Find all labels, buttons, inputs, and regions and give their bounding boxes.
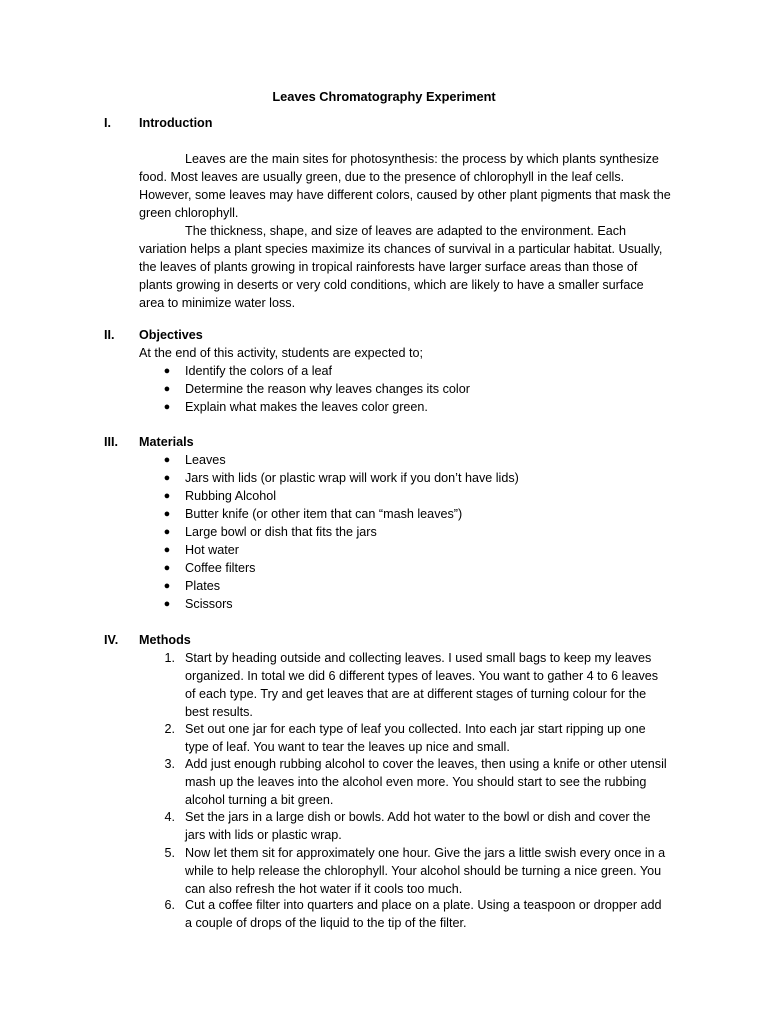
introduction-paragraph-1: Leaves are the main sites for photosynthesis: the process by which plants synthesize food. Most leaves are usually green, due to the presence of chlorophyll in the leaf cells. However, some leaves may have different colors, caused by other plant pigments that mask the green chlorophyll. (139, 152, 671, 220)
bullet-icon: ● (163, 580, 171, 592)
section-heading-materials: Materials (139, 435, 194, 449)
list-item (139, 487, 679, 505)
bullet-icon: ● (163, 526, 171, 538)
list-item-text: Plates (185, 579, 221, 593)
section-heading-introduction: Introduction (139, 116, 213, 130)
document-title: Leaves Chromatography Experiment (272, 89, 496, 104)
list-item (139, 595, 679, 613)
list-item-text: Leaves (185, 453, 226, 467)
step-text: Set out one jar for each type of leaf you collected. Into each jar start ripping up one type of leaf. You want to tear the leaves up nice and small. (185, 722, 646, 754)
bullet-icon: ● (163, 544, 171, 556)
step-text: Start by heading outside and collecting leaves. I used small bags to keep my leaves organized. In total we did 6 different types of leaves. You want to gather 4 to 6 leaves of each type. Try and get leaves that are at different stages of turning colour for the best results. (185, 651, 659, 719)
step-number: 2. (164, 722, 175, 736)
section-heading-methods: Methods (139, 633, 191, 647)
bullet-icon: ● (163, 562, 171, 574)
introduction-paragraph-2: The thickness, shape, and size of leaves are adapted to the environment. Each variation helps a plant species maximize its chances of survival in a particular habitat. Usually, the leaves of plants growing in tropical rainforests have larger surface areas than those of plants growing in deserts or very cold conditions, which are likely to have a smaller surface area to minimize water loss. (139, 224, 663, 310)
section-numeral-methods: IV. (104, 633, 119, 647)
bullet-icon: ● (163, 508, 171, 520)
section-heading-objectives: Objectives (139, 328, 203, 342)
bullet-icon: ● (163, 365, 171, 377)
list-item-text: Identify the colors of a leaf (185, 364, 333, 378)
section-numeral-introduction: I. (104, 116, 111, 130)
step-text: Now let them sit for approximately one hour. Give the jars a little swish every once in a while to help release the chlorophyll. Your alcohol should be turning a nice green. You can also refresh the hot water if it cools too much. (185, 846, 666, 896)
bullet-icon: ● (163, 490, 171, 502)
list-item (139, 559, 679, 577)
bullet-icon: ● (163, 401, 171, 413)
list-item-text: Coffee filters (185, 561, 256, 575)
section-numeral-materials: III. (104, 435, 118, 449)
list-item (139, 451, 679, 469)
bullet-icon: ● (163, 383, 171, 395)
list-item (139, 362, 679, 380)
step-number: 4. (164, 810, 175, 824)
step-number: 6. (164, 898, 175, 912)
step-number: 3. (164, 757, 175, 771)
list-item (139, 505, 679, 523)
list-item-text: Determine the reason why leaves changes its color (185, 382, 470, 396)
list-item-text: Explain what makes the leaves color green. (185, 400, 428, 414)
list-item-text: Hot water (185, 543, 239, 557)
list-item-text: Scissors (185, 597, 233, 611)
list-item-text: Butter knife (or other item that can “mash leaves”) (185, 507, 463, 521)
bullet-icon: ● (163, 472, 171, 484)
step-number: 1. (164, 651, 175, 665)
list-item-text: Jars with lids (or plastic wrap will work if you don’t have lids) (185, 471, 519, 485)
list-item-text: Large bowl or dish that fits the jars (185, 525, 377, 539)
section-numeral-objectives: II. (104, 328, 115, 342)
bullet-icon: ● (163, 598, 171, 610)
step-text: Cut a coffee filter into quarters and place on a plate. Using a teaspoon or dropper add a couple of drops of the liquid to the tip of the filter. (185, 898, 662, 930)
step-text: Set the jars in a large dish or bowls. Add hot water to the bowl or dish and cover the jars with lids or plastic wrap. (185, 810, 651, 842)
objectives-intro: At the end of this activity, students are expected to; (139, 346, 423, 360)
bullet-icon: ● (163, 454, 171, 466)
step-text: Add just enough rubbing alcohol to cover the leaves, then using a knife or other utensil mash up the leaves into the alcohol even more. You should start to see the rubbing alcohol turning a bit green. (185, 757, 667, 807)
list-item (139, 380, 679, 398)
step-number: 5. (164, 846, 175, 860)
list-item (139, 523, 679, 541)
list-item (139, 469, 679, 487)
list-item-text: Rubbing Alcohol (185, 489, 277, 503)
list-item (139, 577, 679, 595)
list-item (139, 541, 679, 559)
list-item (139, 398, 679, 416)
